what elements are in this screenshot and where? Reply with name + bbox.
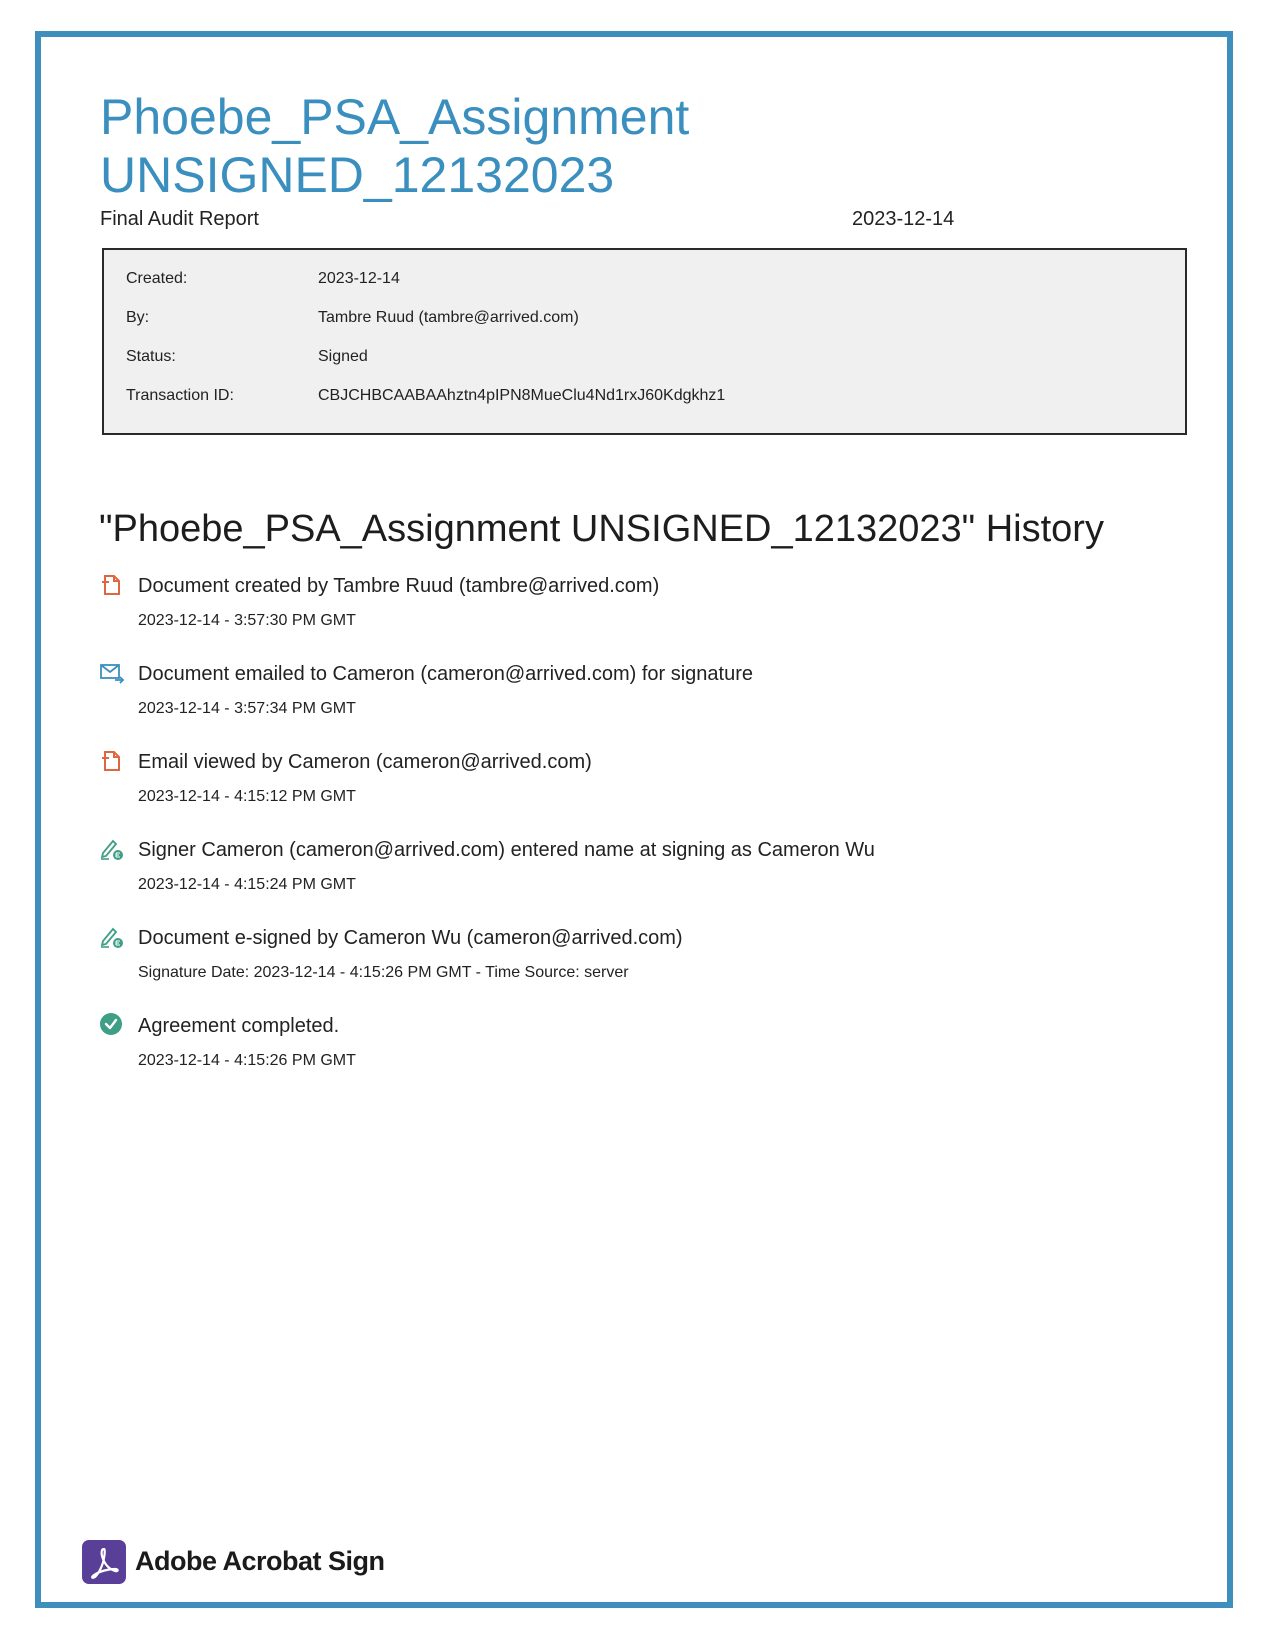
- event-text: Signer Cameron (cameron@arrived.com) entered name at signing as Cameron Wu: [138, 839, 875, 861]
- summary-value: CBJCHBCAABAAhztn4pIPN8MueClu4Nd1rxJ60Kdgkhz1: [318, 387, 726, 404]
- history-event: [99, 660, 1149, 730]
- check-circle-icon: [99, 1012, 125, 1038]
- signer-pen-icon: [99, 836, 125, 862]
- event-text: Agreement completed.: [138, 1015, 340, 1037]
- history-event: [99, 748, 1149, 818]
- event-text: Document emailed to Cameron (cameron@arrived.com) for signature: [138, 663, 753, 685]
- event-time: 2023-12-14 - 3:57:30 PM GMT: [138, 612, 356, 629]
- event-text: Document created by Tambre Ruud (tambre@arrived.com): [138, 575, 660, 597]
- event-text: Email viewed by Cameron (cameron@arrived.com): [138, 751, 592, 773]
- summary-label: By:: [126, 309, 150, 326]
- event-time: Signature Date: 2023-12-14 - 4:15:26 PM GMT - Time Source: server: [138, 964, 629, 981]
- summary-label: Transaction ID:: [126, 387, 234, 404]
- event-text: Document e-signed by Cameron Wu (cameron@arrived.com): [138, 927, 683, 949]
- report-subtitle: Final Audit Report: [100, 208, 259, 230]
- e-sign-pen-icon: [99, 924, 125, 950]
- event-time: 2023-12-14 - 3:57:34 PM GMT: [138, 700, 356, 717]
- summary-box: [102, 248, 1187, 435]
- summary-value: Signed: [318, 348, 368, 365]
- document-title-line-1: Phoebe_PSA_Assignment: [100, 89, 690, 145]
- email-viewed-icon: [99, 748, 125, 774]
- summary-label: Status:: [126, 348, 176, 365]
- history-event: [99, 924, 1149, 994]
- adobe-acrobat-logo-icon: [82, 1540, 126, 1584]
- email-sent-icon: [99, 660, 125, 686]
- event-time: 2023-12-14 - 4:15:24 PM GMT: [138, 876, 356, 893]
- document-title-line-2: UNSIGNED_12132023: [100, 147, 615, 203]
- event-time: 2023-12-14 - 4:15:26 PM GMT: [138, 1052, 356, 1069]
- event-time: 2023-12-14 - 4:15:12 PM GMT: [138, 788, 356, 805]
- history-event: [99, 1012, 1149, 1082]
- summary-value: 2023-12-14: [318, 270, 400, 287]
- history-title: "Phoebe_PSA_Assignment UNSIGNED_12132023" History: [99, 508, 1104, 550]
- footer-brand-text: Adobe Acrobat Sign: [135, 1546, 385, 1576]
- document-title: [100, 88, 900, 204]
- document-created-icon: [99, 572, 125, 598]
- history-event: [99, 572, 1149, 642]
- report-date: 2023-12-14: [852, 208, 955, 230]
- summary-value: Tambre Ruud (tambre@arrived.com): [318, 309, 579, 326]
- history-event: [99, 836, 1149, 906]
- summary-label: Created:: [126, 270, 188, 287]
